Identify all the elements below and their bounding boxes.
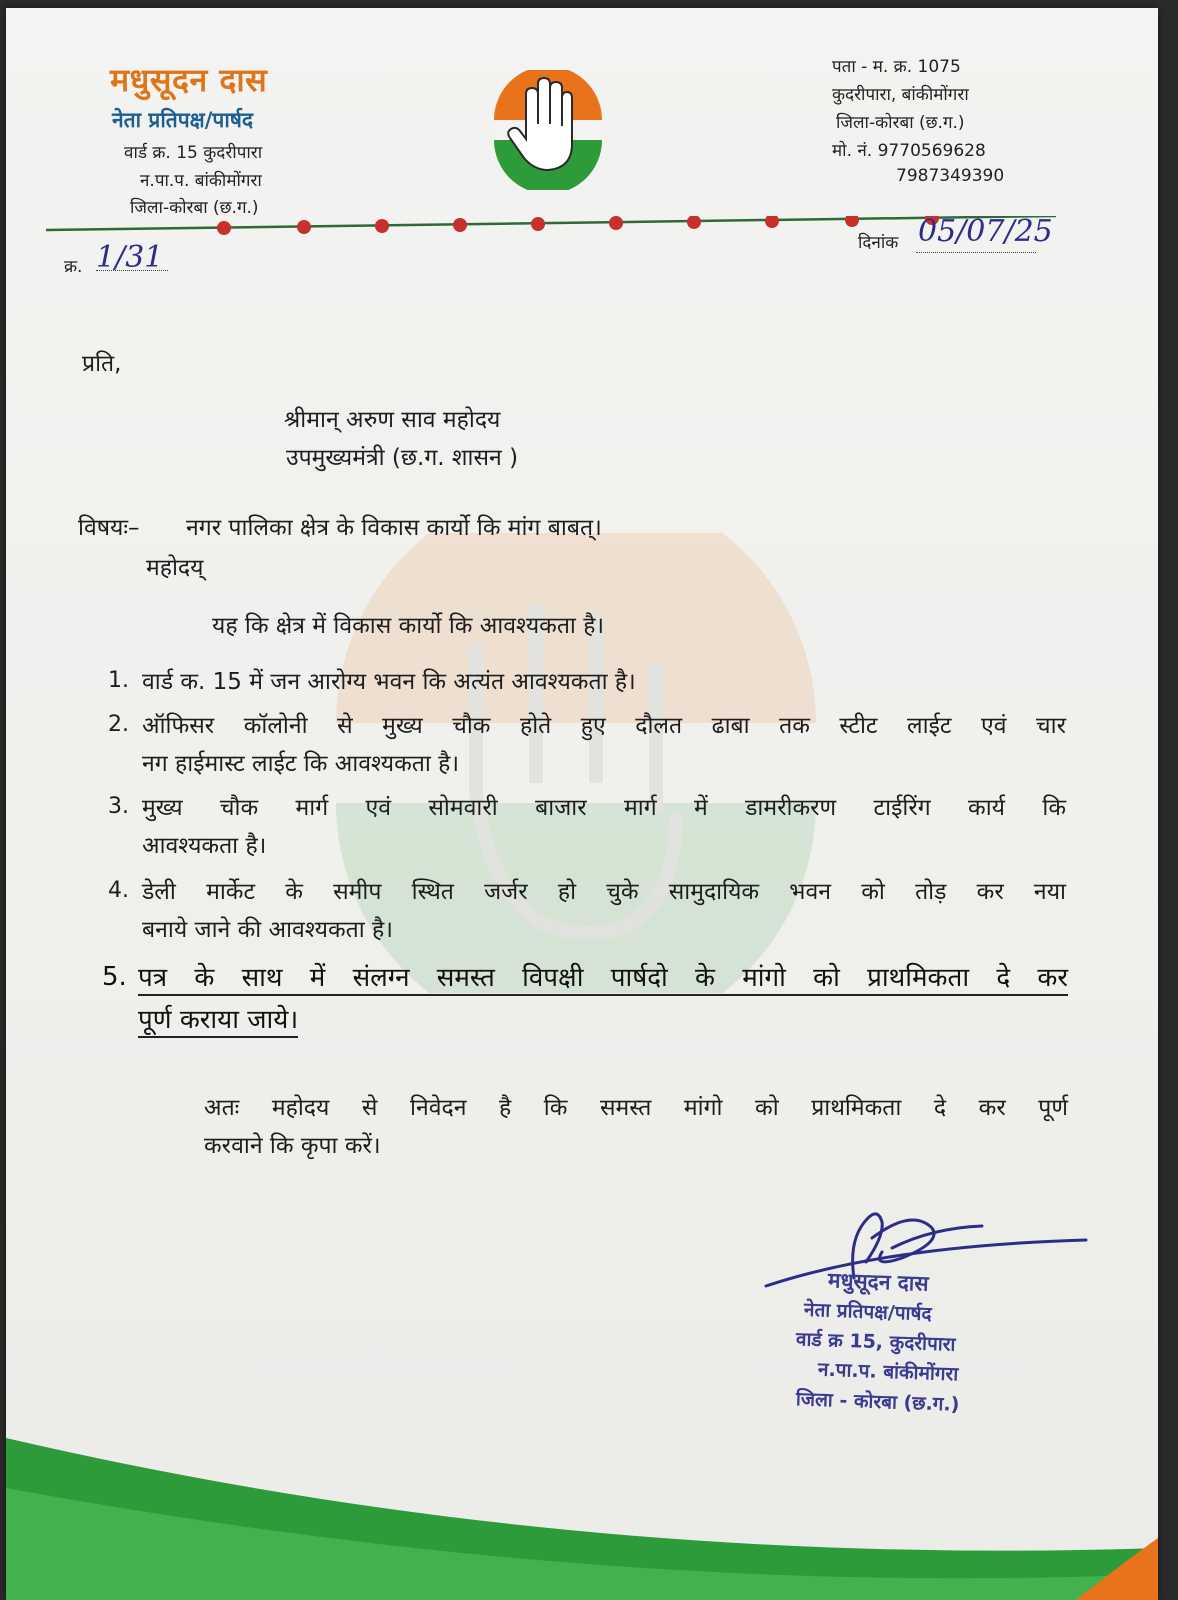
closing-text: अतः महोदय से निवेदन है कि समस्त मांगो को प्राथमिकता दे कर पूर्ण xyxy=(204,1095,1068,1121)
item-4-number: 4. xyxy=(108,878,129,903)
stamp-municipality: न.पा.प. बांकीमोंगरा xyxy=(817,1358,959,1386)
ref-label: क्र. xyxy=(64,257,83,277)
sender-role: नेता प्रतिपक्ष/पार्षद xyxy=(112,108,254,132)
date-value: 05/07/25 xyxy=(918,214,1053,249)
hand-logo-icon xyxy=(490,70,606,190)
stamp-district: जिला - कोरबा (छ.ग.) xyxy=(795,1388,960,1416)
footer-swoosh xyxy=(6,1398,1158,1600)
sender-ward: वार्ड क्र. 15 कुदरीपारा xyxy=(124,143,263,163)
item-5-text: पत्र के साथ में संलग्न समस्त विपक्षी पार्षदो के मांगो को प्राथमिकता दे कर xyxy=(138,958,1068,996)
salutation: महोदय् xyxy=(146,555,204,581)
item-3-number: 3. xyxy=(108,794,129,819)
header-divider xyxy=(46,216,1056,246)
closing-text-cont: करवाने कि कृपा करें। xyxy=(204,1133,381,1159)
ref-number: 1/31 xyxy=(96,240,164,275)
item-2-text-cont: नग हाईमास्ट लाईट कि आवश्यकता है। xyxy=(142,751,460,777)
stamp-role: नेता प्रतिपक्ष/पार्षद xyxy=(803,1298,932,1326)
date-label: दिनांक xyxy=(858,233,899,253)
item-4-text: डेली मार्केट के समीप स्थित जर्जर हो चुके सामुदायिक भवन को तोड़ कर नया xyxy=(142,879,1066,905)
address-district: जिला-कोरबा (छ.ग.) xyxy=(836,113,965,133)
recipient-designation: उपमुख्यमंत्री (छ.ग. शासन ) xyxy=(286,445,519,471)
address-house: पता - म. क्र. 1075 xyxy=(832,57,961,77)
intro-text: यह कि क्षेत्र में विकास कार्यो कि आवश्यकता है। xyxy=(212,613,605,639)
sender-municipality: न.पा.प. बांकीमोंगरा xyxy=(140,171,262,191)
sender-name: मधुसूदन दास xyxy=(110,61,268,99)
item-1-number: 1. xyxy=(108,668,129,693)
address-mobile: मो. नं. 9770569628 xyxy=(832,141,986,161)
address-mobile-2: 7987349390 xyxy=(896,166,1005,186)
item-2-number: 2. xyxy=(108,712,129,737)
ref-dots xyxy=(96,270,168,271)
subject-text: नगर पालिका क्षेत्र के विकास कार्यो कि मांग बाबत्। xyxy=(186,515,602,541)
date-dots xyxy=(916,252,1036,253)
item-3-text-cont: आवश्यकता है। xyxy=(142,833,267,859)
letter-page xyxy=(6,8,1158,1600)
subject-label: विषयः– xyxy=(78,515,140,541)
item-1-text: वार्ड क. 15 में जन आरोग्य भवन कि अत्यंत आवश्यकता है। xyxy=(142,669,636,695)
stamp-name: मधुसूदन दास xyxy=(827,1268,929,1296)
item-5-number: 5. xyxy=(102,962,127,992)
prati-label: प्रति, xyxy=(82,351,122,377)
recipient-name: श्रीमान् अरुण साव महोदय xyxy=(284,407,501,433)
item-5-text-cont: पूर्ण कराया जाये। xyxy=(138,1000,298,1038)
item-4-text-cont: बनाये जाने की आवश्यकता है। xyxy=(142,917,393,943)
item-2-text: ऑफिसर कॉलोनी से मुख्य चौक होते हुए दौलत ढाबा तक स्टीट लाईट एवं चार xyxy=(142,713,1066,739)
item-3-text: मुख्य चौक मार्ग एवं सोमवारी बाजार मार्ग में डामरीकरण टाईरिंग कार्य कि xyxy=(142,795,1066,821)
sender-district: जिला-कोरबा (छ.ग.) xyxy=(130,198,259,218)
stamp-ward: वार्ड क्र 15, कुदरीपारा xyxy=(795,1328,956,1356)
address-locality: कुदरीपारा, बांकीमोंगरा xyxy=(832,85,969,105)
